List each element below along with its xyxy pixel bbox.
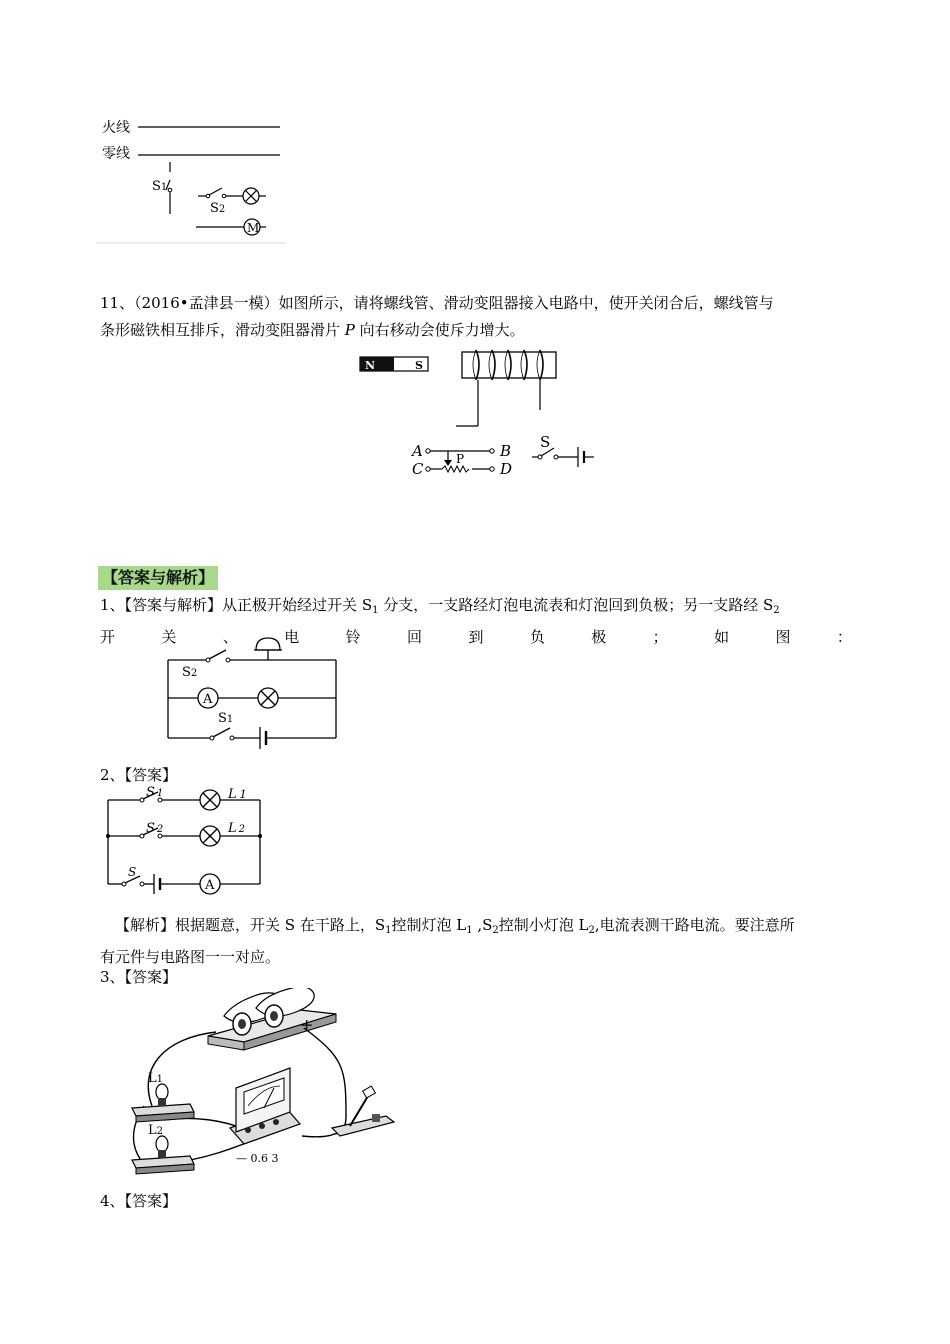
svg-text:A: A bbox=[203, 692, 213, 707]
neutral-wire-label: 零线 bbox=[102, 146, 130, 162]
a1-s1-label: S1 bbox=[218, 711, 234, 726]
figure-home-wiring bbox=[96, 110, 292, 250]
answer-2-analysis-line-2: 有元件与电路图一一对应。 bbox=[100, 948, 281, 966]
a2-l1-label: L 1 bbox=[228, 787, 247, 802]
answer-1-circuit bbox=[160, 636, 346, 750]
motor-icon bbox=[244, 219, 260, 235]
battery-holder bbox=[208, 988, 336, 1050]
svg-text:A: A bbox=[412, 442, 423, 460]
lamp-l2 bbox=[132, 1123, 194, 1174]
svg-text:B: B bbox=[500, 442, 512, 460]
s1-label: S1 bbox=[152, 179, 168, 194]
ammeter-terminals-label: — 0.6 3 bbox=[236, 1152, 279, 1165]
answer-2-analysis bbox=[100, 912, 852, 971]
lamp-icon bbox=[243, 188, 259, 204]
solenoid bbox=[456, 350, 556, 426]
svg-text:N: N bbox=[365, 359, 376, 372]
svg-text:C: C bbox=[412, 460, 424, 478]
svg-text:S: S bbox=[415, 359, 423, 372]
a2-s2-label: S 2 bbox=[146, 821, 164, 836]
plus-label: + bbox=[300, 1015, 314, 1034]
a2-s1-label: S 1 bbox=[146, 786, 164, 800]
ammeter-icon bbox=[198, 688, 218, 708]
live-wire-label: 火线 bbox=[102, 120, 130, 136]
svg-text:P: P bbox=[456, 452, 465, 466]
figure-solenoid-circuit bbox=[356, 344, 606, 484]
bar-magnet bbox=[360, 357, 428, 372]
a2-s-label: S bbox=[128, 865, 137, 879]
knife-switch bbox=[332, 1086, 394, 1136]
svg-text:M: M bbox=[247, 221, 260, 235]
answers-heading: 【答案与解析】 bbox=[98, 566, 218, 590]
a1-s2-label: S2 bbox=[182, 665, 198, 680]
lamp-l2-icon bbox=[200, 826, 220, 846]
answer-2-analysis-line-1: 【解析】根据题意，开关 S 在干路上，$S_1$控制灯泡 $L_1$ $,S_2$控制小灯泡 $L_2$,电流表测干路电流。要注意所 bbox=[115, 916, 795, 936]
answer-1-line-1: 1、【答案与解析】从正极开始经过开关 $S_1$ 分支，一支路经灯泡电流表和灯泡回到负极；另一支路经 $S_2$ bbox=[100, 596, 780, 616]
lamp-l1 bbox=[132, 1071, 194, 1122]
q11-line-2: 条形磁铁相互排斥，滑动变阻器滑片 P 向右移动会使斥力增大。 bbox=[100, 321, 525, 339]
switch-battery bbox=[532, 433, 594, 467]
ammeter bbox=[230, 1068, 300, 1165]
l2-label: L2 bbox=[148, 1123, 164, 1138]
answer-3-label: 3、【答案】 bbox=[100, 968, 178, 986]
answer-1-line-2: 开 关 、 电 铃 回 到 负 极 ； 如 图 ： bbox=[100, 628, 852, 646]
bell-icon bbox=[254, 638, 282, 660]
svg-text:A: A bbox=[205, 878, 215, 893]
q11-text bbox=[100, 290, 852, 344]
ammeter-icon bbox=[200, 874, 220, 894]
answer-4-label: 4、【答案】 bbox=[100, 1192, 178, 1210]
q11-line-1: 11、（2016•孟津县一模）如图所示，请将螺线管、滑动变阻器接入电路中，使开关闭合后，螺线管与 bbox=[100, 294, 774, 312]
answer-2-circuit bbox=[100, 786, 270, 896]
svg-text:S: S bbox=[540, 433, 551, 451]
rheostat bbox=[410, 442, 512, 478]
a2-l2-label: L 2 bbox=[228, 821, 246, 836]
answer-2-label: 2、【答案】 bbox=[100, 766, 178, 784]
answer-3-physical-circuit bbox=[124, 988, 396, 1184]
svg-text:D: D bbox=[500, 460, 513, 478]
lamp-l1-icon bbox=[200, 790, 220, 810]
lamp-icon bbox=[258, 688, 278, 708]
s2-label: S2 bbox=[210, 201, 226, 216]
l1-label: L1 bbox=[148, 1071, 164, 1086]
